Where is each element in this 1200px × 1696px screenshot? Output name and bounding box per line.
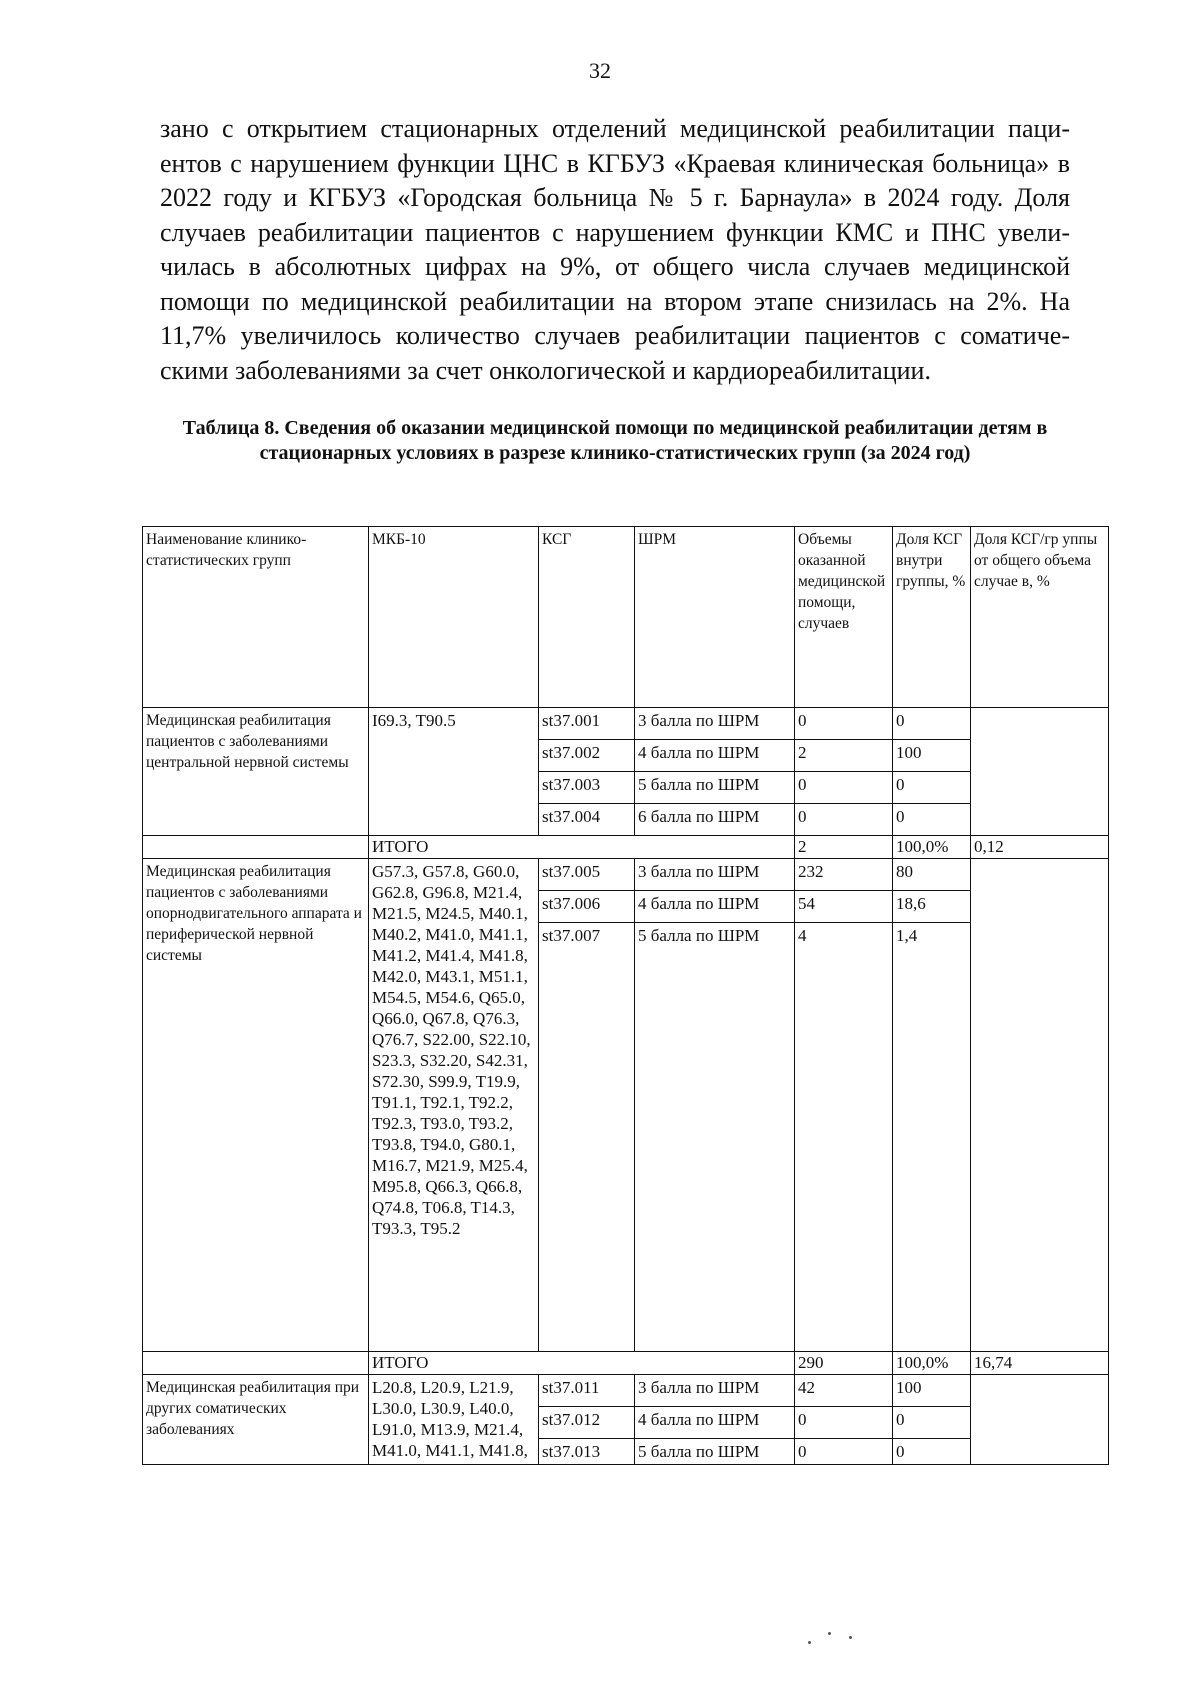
table-header-row xyxy=(143,527,1109,708)
header-mkb: МКБ-10 xyxy=(369,527,539,708)
ksg-code: st37.004 xyxy=(539,804,635,836)
share-value: 80 xyxy=(893,859,971,891)
ksg-code: st37.013 xyxy=(539,1439,635,1465)
volume-value: 0 xyxy=(795,772,893,804)
table-row xyxy=(143,1375,1109,1407)
total-volume: 290 xyxy=(795,1352,893,1375)
page-number: 32 xyxy=(589,58,611,83)
group-name: Медицинская реабилитация при других соматических заболеваниях xyxy=(143,1375,369,1465)
share-value: 1,4 xyxy=(893,923,971,1352)
volume-value: 42 xyxy=(795,1375,893,1407)
shrm-score: 5 балла по ШРМ xyxy=(635,1439,795,1465)
ksg-code: st37.012 xyxy=(539,1407,635,1439)
shrm-score: 3 балла по ШРМ xyxy=(635,1375,795,1407)
ksg-code: st37.003 xyxy=(539,772,635,804)
shrm-score: 6 балла по ШРМ xyxy=(635,804,795,836)
total-empty xyxy=(143,1352,369,1375)
ksg-code: st37.007 xyxy=(539,923,635,1352)
mkb-codes: I69.3, T90.5 xyxy=(369,708,539,836)
header-share-in-group: Доля КСГ внутри группы, % xyxy=(893,527,971,708)
header-shrm: ШРМ xyxy=(635,527,795,708)
total-share-of-all: 0,12 xyxy=(971,836,1109,859)
volume-value: 54 xyxy=(795,891,893,923)
volume-value: 4 xyxy=(795,923,893,1352)
shrm-score: 4 балла по ШРМ xyxy=(635,1407,795,1439)
share-value: 100 xyxy=(893,1375,971,1407)
header-volume: Объемы оказанной медицинской помощи, случаев xyxy=(795,527,893,708)
total-row xyxy=(143,836,1109,859)
shrm-score: 5 балла по ШРМ xyxy=(635,772,795,804)
volume-value: 0 xyxy=(795,708,893,740)
share-value: 100 xyxy=(893,740,971,772)
total-share: 100,0% xyxy=(893,1352,971,1375)
total-share-of-all: 16,74 xyxy=(971,1352,1109,1375)
table-caption: Таблица 8. Сведения об оказании медицинской помощи по медицинской реабилитации детям в стационарных условиях в разрезе клинико-статистических групп (за 2024 год) xyxy=(182,417,1048,464)
ksg-code: st37.005 xyxy=(539,859,635,891)
header-group: Наименование клинико-статистических групп xyxy=(143,527,369,708)
shrm-score: 4 балла по ШРМ xyxy=(635,891,795,923)
shrm-score: 4 балла по ШРМ xyxy=(635,740,795,772)
table-row xyxy=(143,859,1109,891)
volume-value: 232 xyxy=(795,859,893,891)
total-volume: 2 xyxy=(795,836,893,859)
ksg-code: st37.011 xyxy=(539,1375,635,1407)
mkb-codes: L20.8, L20.9, L21.9, L30.0, L30.9, L40.0, L91.0, M13.9, M21.4, M41.0, M41.1, M41.8, xyxy=(369,1375,539,1465)
scan-speck xyxy=(828,1632,831,1635)
header-ksg: КСГ xyxy=(539,527,635,708)
volume-value: 0 xyxy=(795,1439,893,1465)
total-empty xyxy=(143,836,369,859)
total-row xyxy=(143,1352,1109,1375)
shrm-score: 5 балла по ШРМ xyxy=(635,923,795,1352)
shrm-score: 3 балла по ШРМ xyxy=(635,708,795,740)
share-value: 0 xyxy=(893,804,971,836)
body-paragraph: зано с открытием стационарных отделений медицинской реабилитации пациентов с нарушением функции ЦНС в КГБУЗ «Краевая клиническая больница» в 2022 году и КГБУЗ «Городская больница № 5 г. Барнаула» в 2024 году. Доля случаев реабилитации пациентов с нарушением функции КМС и ПНС увеличилась в абсолютных цифрах на 9%, от общего числа случаев медицинской помощи по медицинской реабилитации на втором этапе снизилась на 2%. На 11,7% увеличилось количество случаев реабилитации пациентов с соматическими заболеваниями за счет онкологической и кардиореабилитации. xyxy=(160,114,1070,385)
volume-value: 2 xyxy=(795,740,893,772)
share-total-empty xyxy=(971,1375,1109,1465)
share-value: 0 xyxy=(893,708,971,740)
mkb-codes: G57.3, G57.8, G60.0, G62.8, G96.8, M21.4, M21.5, M24.5, M40.1, M40.2, M41.0, M41.1, M41.2, M41.4, M41.8, M42.0, M43.1, M51.1, M54.5, M54.6, Q65.0, Q66.0, Q67.8, Q76.3, Q76.7, S22.00, S22.10, S23.3, S32.20, S42.31, S72.30, S99.9, T19.9, T91.1, T92.1, T92.2, T92.3, T93.0, T93.2, T93.8, T94.0, G80.1, M16.7, M21.9, M25.4, M95.8, Q66.3, Q66.8, Q74.8, T06.8, T14.3, T93.3, T95.2 xyxy=(369,859,539,1352)
share-value: 18,6 xyxy=(893,891,971,923)
share-value: 0 xyxy=(893,1439,971,1465)
total-label: ИТОГО xyxy=(369,836,795,859)
total-share: 100,0% xyxy=(893,836,971,859)
ksg-code: st37.001 xyxy=(539,708,635,740)
scan-speck xyxy=(849,1636,852,1639)
ksg-code: st37.002 xyxy=(539,740,635,772)
group-name: Медицинская реабилитация пациентов с заболеваниями опорнодвигательного аппарата и периферической нервной системы xyxy=(143,859,369,1352)
volume-value: 0 xyxy=(795,804,893,836)
rehab-table xyxy=(142,526,1109,1465)
share-value: 0 xyxy=(893,772,971,804)
total-label: ИТОГО xyxy=(369,1352,795,1375)
table-row xyxy=(143,708,1109,740)
shrm-score: 3 балла по ШРМ xyxy=(635,859,795,891)
share-value: 0 xyxy=(893,1407,971,1439)
header-share-of-total: Доля КСГ/гр уппы от общего объема случае в, % xyxy=(971,527,1109,708)
group-name: Медицинская реабилитация пациентов с заболеваниями центральной нервной системы xyxy=(143,708,369,836)
scan-speck xyxy=(808,1641,811,1644)
share-total-empty xyxy=(971,708,1109,836)
volume-value: 0 xyxy=(795,1407,893,1439)
ksg-code: st37.006 xyxy=(539,891,635,923)
share-total-empty xyxy=(971,859,1109,1352)
